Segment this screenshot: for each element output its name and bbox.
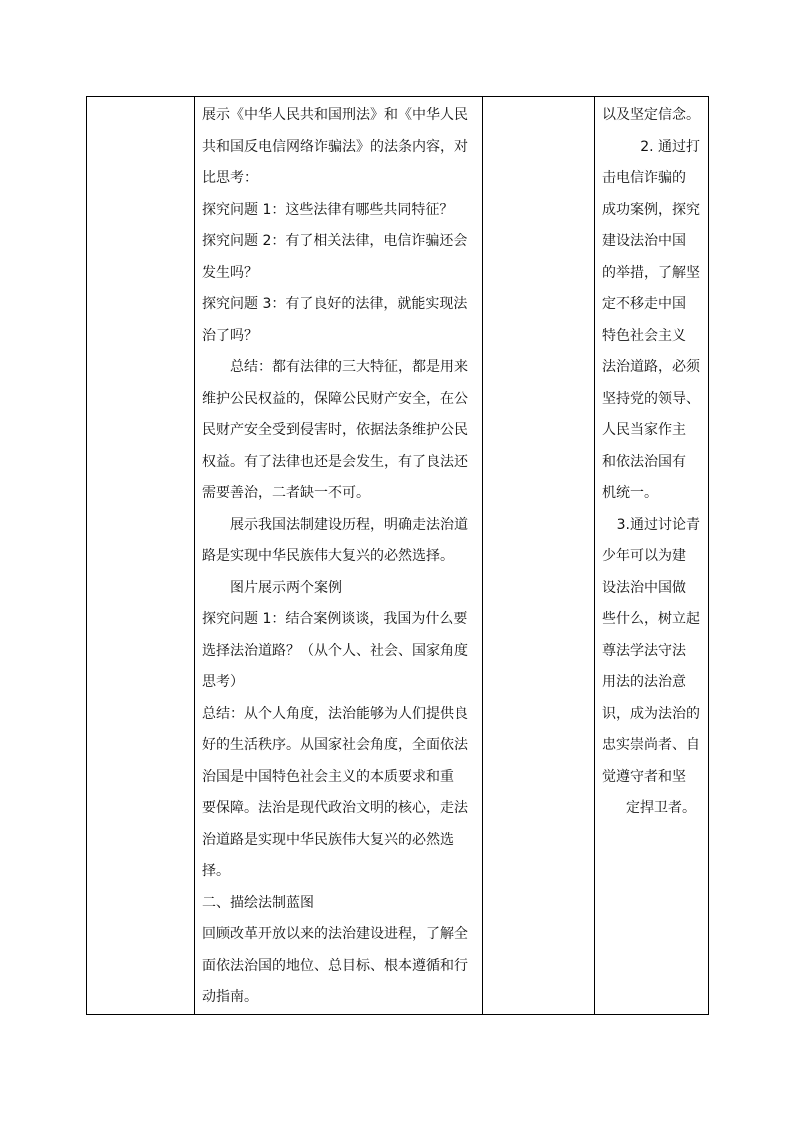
content-line: 治国是中国特色社会主义的本质要求和重 [202,768,454,785]
content-line: 探究问题 3：有了良好的法律，就能实现法 [202,296,468,312]
goals-line: 忠实崇尚者、自 [602,737,700,753]
lesson-plan-table [86,96,709,1015]
goals-line: 设法治中国做 [602,579,686,596]
content-line: 好的生活秩序。从国家社会角度，全面依法 [202,737,468,753]
content-line: 选择法治道路？（从个人、社会、国家角度 [202,642,468,659]
goals-line: 识，成为法治的 [602,705,700,722]
content-line: 要保障。法治是现代政治文明的核心，走法 [202,800,468,816]
goals-line: 机统一。 [602,485,658,501]
goals-line: 些什么，树立起 [602,611,700,627]
student-activity-cell [483,97,595,1015]
goals-line: 定不移走中国 [602,296,686,312]
goals-line: 击电信诈骗的 [602,170,686,186]
goals-line: 觉遵守者和坚 [602,768,686,785]
goals-line: 建设法治中国 [602,233,686,249]
content-line: 发生吗？ [202,264,258,281]
goals-line: 2. 通过打 [640,138,700,155]
design-intent-cell [595,97,709,1015]
content-line: 动指南。 [202,989,258,1005]
goals-line: 用法的法治意 [602,674,686,690]
content-line: 择。 [202,863,230,879]
content-line: 总结：从个人角度，法治能够为人们提供良 [202,705,468,722]
goals-line: 尊法学法守法 [602,642,686,659]
goals-line: 少年可以为建 [602,548,686,564]
content-line: 二、描绘法制蓝图 [202,894,314,911]
goals-line: 特色社会主义 [602,327,686,344]
content-line: 探究问题 1：结合案例谈谈，我国为什么要 [202,611,468,627]
goals-line: 法治道路，必须 [602,359,700,375]
content-line: 治道路是实现中华民族伟大复兴的必然选 [202,831,454,848]
goals-line: 3.通过讨论青 [616,516,700,533]
goals-line: 成功案例，探究 [602,201,700,218]
content-line: 思考） [202,674,244,690]
content-line: 回顾改革开放以来的法治建设进程，了解全 [202,926,468,942]
goals-line: 的举措，了解坚 [602,264,700,281]
goals-line: 人民当家作主 [602,422,686,438]
goals-line: 以及坚定信念。 [602,107,700,123]
content-line: 共和国反电信网络诈骗法》的法条内容，对 [202,138,468,155]
content-line: 比思考： [202,170,258,186]
goals-line: 和依法治国有 [602,453,686,470]
content-line: 探究问题 1：这些法律有哪些共同特征？ [202,201,454,218]
goals-line: 坚持党的领导、 [602,390,700,407]
table-row [87,97,709,1015]
content-line: 路是实现中华民族伟大复兴的必然选择。 [202,548,454,564]
content-line: 权益。有了法律也还是会发生，有了良法还 [202,453,468,470]
content-line: 面依法治国的地位、总目标、根本遵循和行 [202,957,468,974]
content-line: 治了吗？ [202,327,258,344]
content-line: 维护公民权益的，保障公民财产安全，在公 [202,390,468,407]
content-line: 需要善治，二者缺一不可。 [202,485,370,501]
content-line: 总结：都有法律的三大特征，都是用来 [230,359,468,375]
content-line: 展示我国法制建设历程，明确走法治道 [230,516,468,533]
content-line: 展示《中华人民共和国刑法》和《中华人民 [202,107,468,123]
teaching-content-cell [195,97,483,1015]
goals-line: 定捍卫者。 [626,800,696,816]
content-line: 民财产安全受到侵害时，依据法条维护公民 [202,422,468,438]
content-line: 图片展示两个案例 [230,579,342,596]
content-line: 探究问题 2：有了相关法律，电信诈骗还会 [202,233,468,249]
stage-cell [87,97,195,1015]
